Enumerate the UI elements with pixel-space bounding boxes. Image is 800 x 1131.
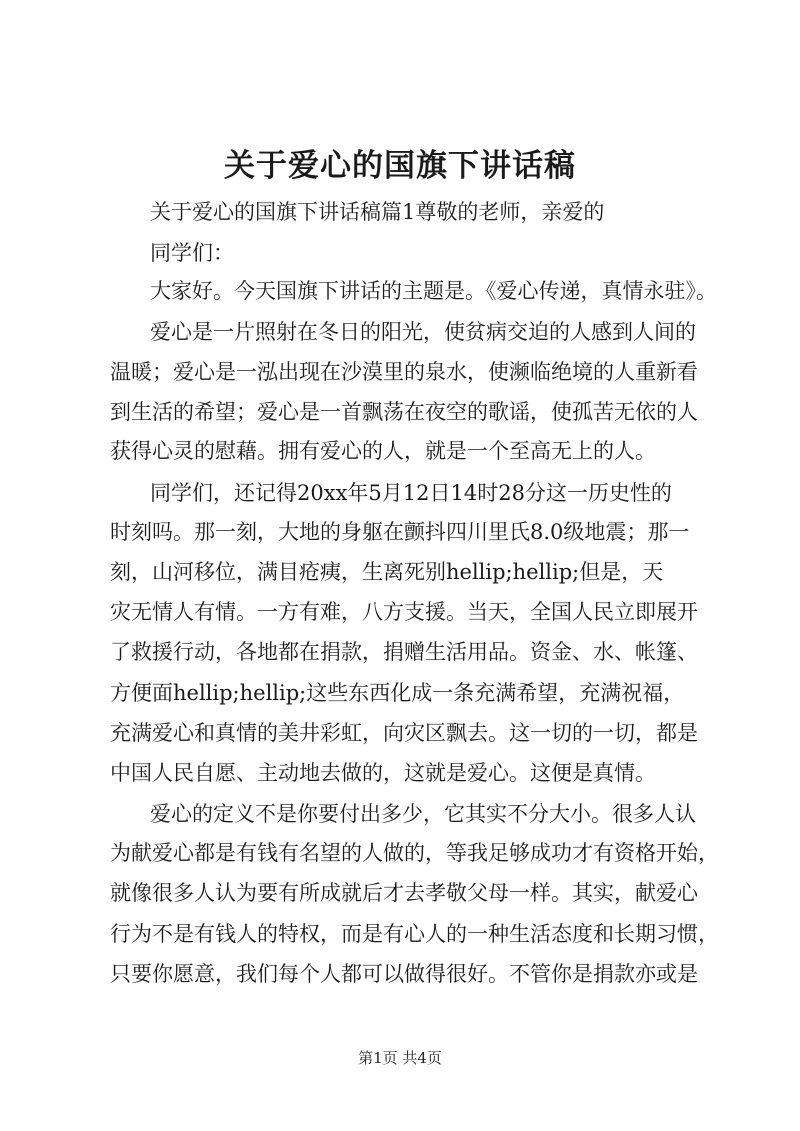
document-title: 关于爱心的国旗下讲话稿 (224, 148, 576, 184)
body-line-2: 同学们： (150, 241, 234, 265)
body-line-3: 大家好。今天国旗下讲话的主题是。《爱心传递，真情永驻》。 (150, 279, 717, 303)
body-line-15: 中国人民自愿、主动地去做的，这就是爱心。这便是真情。 (110, 761, 656, 785)
body-line-9: 时刻吗。那一刻，大地的身躯在颤抖四川里氏8.0级地震；那一 (110, 520, 690, 544)
body-line-8: 同学们，还记得20xx年5月12日14时28分这一历史性的 (150, 481, 672, 505)
body-line-7: 获得心灵的慰藉。拥有爱心的人，就是一个至高无上的人。 (110, 439, 656, 463)
body-line-4: 爱心是一片照射在冬日的阳光，使贫病交迫的人感到人间的 (150, 320, 696, 344)
body-line-19: 行为不是有钱人的特权，而是有心人的一种生活态度和长期习惯， (110, 922, 719, 946)
body-line-6: 到生活的希望；爱心是一首飘荡在夜空的歌谣，使孤苦无依的人 (110, 400, 698, 424)
body-line-13: 方便面hellip;hellip;这些东西化成一条充满希望，充满祝福， (110, 681, 685, 705)
body-line-5: 温暖；爱心是一泓出现在沙漠里的泉水，使濒临绝境的人重新看 (110, 360, 698, 384)
body-line-12: 了救援行动，各地都在捐款，捐赠生活用品。资金、水、帐篷、 (110, 640, 698, 664)
body-line-20: 只要你愿意，我们每个人都可以做得很好。不管你是捐款亦或是 (110, 962, 698, 986)
body-line-14: 充满爱心和真情的美井彩虹，向灾区飘去。这一切的一切，都是 (110, 721, 698, 745)
body-line-11: 灾无情人有情。一方有难，八方支援。当天，全国人民立即展开 (110, 600, 698, 624)
body-line-17: 为献爱心都是有钱有名望的人做的，等我足够成功才有资格开始， (110, 841, 719, 865)
body-line-16: 爱心的定义不是你要付出多少，它其实不分大小。很多人认 (150, 802, 696, 826)
body-line-10: 刻，山河移位，满目疮痍，生离死别hellip;hellip;但是，天 (110, 560, 664, 584)
body-line-1: 关于爱心的国旗下讲话稿篇1尊敬的老师，亲爱的 (150, 200, 605, 224)
page-number: 第1页 共4页 (358, 1049, 442, 1067)
body-line-18: 就像很多人认为要有所成就后才去孝敬父母一样。其实，献爱心 (110, 881, 698, 905)
